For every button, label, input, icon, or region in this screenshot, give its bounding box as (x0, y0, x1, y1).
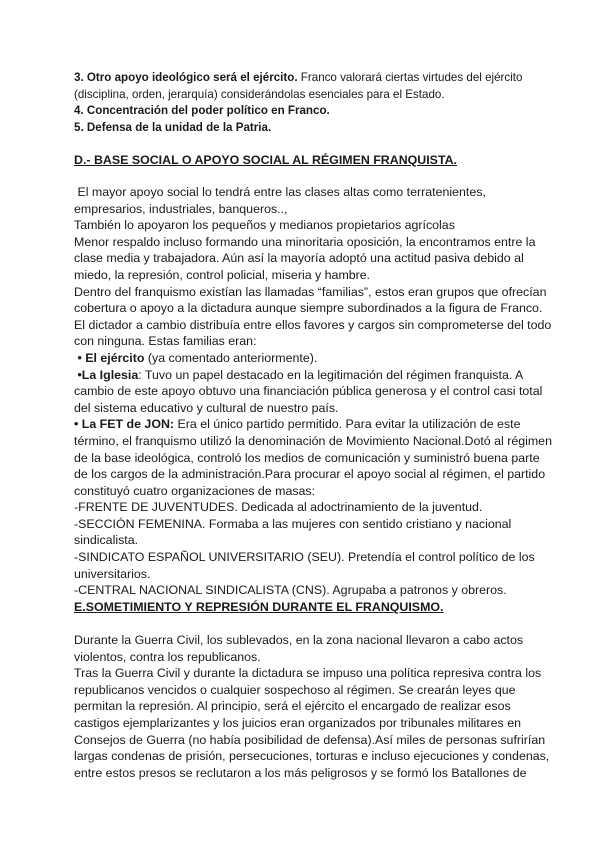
paragraph-line: Consejos de Guerra (no había posibilidad de defensa).Así miles de personas sufrirían (74, 732, 546, 747)
paragraph-line: republicanos vencidos o cualquier sospechoso al régimen. Se crearán leyes que (74, 682, 516, 697)
section-e-heading-text: E.SOMETIMIENTO Y REPRESIÓN DURANTE EL FRANQUISMO (74, 600, 441, 614)
organization-item: -CENTRAL NACIONAL SINDICALISTA (CNS). Agrupaba a patronos y obreros. (74, 583, 507, 598)
paragraph-line: También lo apoyaron los pequeños y medianos propietarios agrícolas (74, 218, 455, 233)
paragraph-line: con ninguna. Estas familias eran: (74, 334, 257, 349)
paragraph-line: constituyó cuatro organizaciones de masas: (74, 483, 316, 498)
paragraph-line: cobertura o apoyo a la dictadura aunque siempre subordinados a la figura de Franco. (74, 301, 543, 316)
paragraph-line: violentos, contra los republicanos. (74, 649, 261, 664)
paragraph-line: castigos ejemplarizantes y los juicios eran organizados por tribunales militares en (74, 715, 521, 730)
paragraph-line: término, el franquismo utilizó la denominación de Movimiento Nacional.Dotó al régimen (74, 433, 552, 448)
organization-item: -FRENTE DE JUVENTUDES. Dedicada al adoctrinamiento de la juventud. (74, 500, 483, 515)
paragraph-line: Menor respaldo incluso formando una minoritaria oposición, la encontramos entre la (74, 234, 536, 249)
paragraph-line: El mayor apoyo social lo tendrá entre las clases altas como terratenientes, (74, 185, 486, 199)
list-item (74, 70, 534, 87)
paragraph-line: empresarios, industriales, banqueros.., (74, 201, 288, 216)
organization-item: -SECCIÓN FEMENINA. Formaba a las mujeres con sentido cristiano y nacional (74, 516, 512, 531)
paragraph-line: de los cargos de la administración.Para procurar el apoyo social al régimen, el partido (74, 467, 546, 482)
item3-bold: 3. Otro apoyo ideológico será el ejército. (74, 71, 298, 84)
church-text: : Tuvo un papel destacado en la legitimación del régimen franquista. A (138, 367, 524, 382)
army-label: • El ejército (74, 350, 145, 365)
section-e-body (74, 632, 550, 781)
paragraph-line: del sistema educativo y cultural de nuestro país. (74, 400, 339, 415)
paragraph-line: Durante la Guerra Civil, los sublevados, en la zona nacional llevaron a cabo actos (74, 633, 524, 647)
paragraph-line: miedo, la represión, control policial, miseria y hambre. (74, 267, 371, 282)
paragraph-line: clase media y trabajadora. Aún así la mayoría adoptó una actitud pasiva debido al (74, 251, 524, 266)
paragraph-line: permitan la represión. Al principio, será el ejército el encargado de realizar esos (74, 699, 511, 714)
bullet-army (74, 350, 534, 367)
paragraph-line: El dictador a cambio distribuía entre ellos favores y cargos sin comprometerse del todo (74, 317, 552, 332)
paragraph-line: de la base ideológica, controló los medios de comunicación y suministró buena parte (74, 450, 540, 465)
paragraph-line: universitarios. (74, 566, 151, 581)
item3-rest: Franco valorará ciertas virtudes del ejército (297, 71, 523, 84)
bullet-church (74, 367, 534, 384)
fet-label: • La FET de JON: (74, 417, 175, 432)
paragraph-line: largas condenas de prisión, persecuciones, torturas e incluso ejecuciones y condenas, (74, 749, 550, 764)
church-label: •La Iglesia (74, 367, 139, 382)
army-text: (ya comentado anteriormente). (144, 350, 318, 365)
bullet-fet (74, 416, 534, 433)
paragraph-line: cambio de este apoyo obtuvo una financiación pública generosa y el control casi total (74, 384, 543, 399)
section-e-heading-tail: . (440, 600, 444, 614)
section-d-heading: D.- BASE SOCIAL O APOYO SOCIAL AL RÉGIMEN FRANQUISTA. (74, 153, 457, 167)
paragraph-line: entre estos presos se reclutaron a los más peligrosos y se formó los Batallones de (74, 765, 527, 780)
section-d-body (74, 184, 552, 599)
paragraph-line: Tras la Guerra Civil y durante la dictadura se impuso una política represiva contra los (74, 666, 542, 681)
ideology-list (74, 70, 534, 136)
organization-item: -SINDICATO ESPAÑOL UNIVERSITARIO (SEU). Pretendía el control político de los (74, 550, 535, 565)
paragraph-line: Dentro del franquismo existían las llamadas “familias”, estos eran grupos que ofrecían (74, 284, 547, 299)
fet-text: Era el único partido permitido. Para evitar la utilización de este (174, 417, 521, 432)
list-item: 5. Defensa de la unidad de la Patria. (74, 120, 272, 134)
paragraph-line: sindicalista. (74, 533, 139, 548)
section-e-heading (74, 600, 534, 614)
item3-line2: (disciplina, orden, jerarquía) considerándolas esenciales para el Estado. (74, 87, 445, 101)
list-item: 4. Concentración del poder político en Franco. (74, 104, 330, 118)
